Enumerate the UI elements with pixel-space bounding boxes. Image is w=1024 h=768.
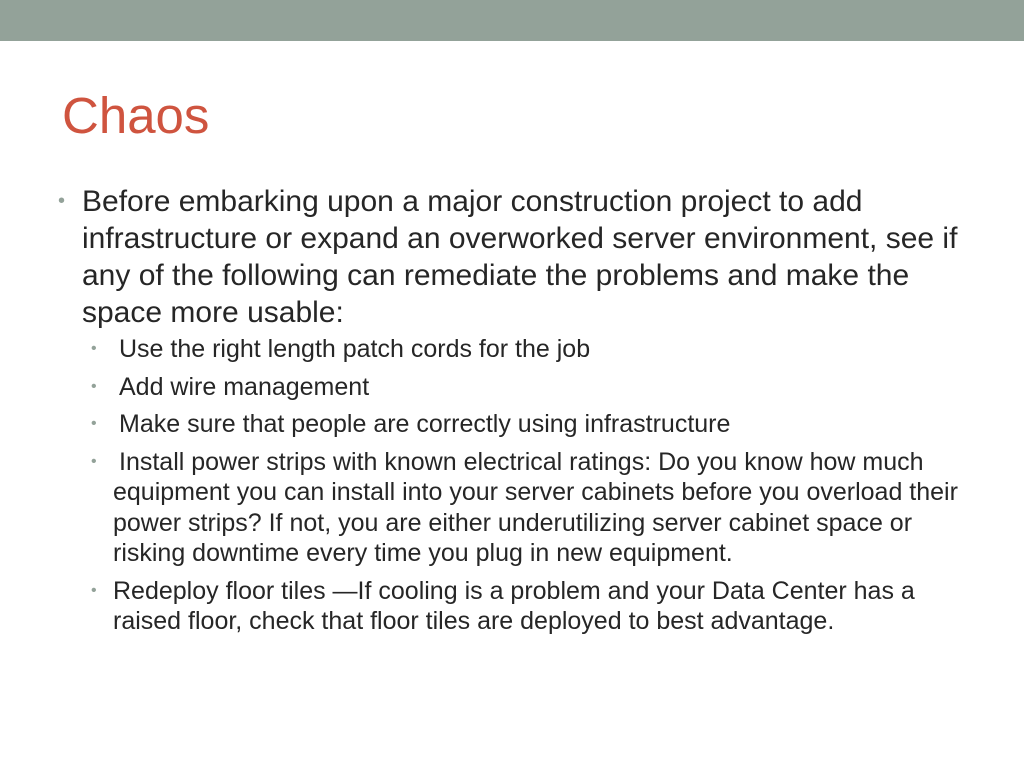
sub-bullet-item <box>91 372 968 403</box>
sub-bullet-list <box>58 334 968 637</box>
bullet-icon: • <box>91 415 97 432</box>
main-point-text: Before embarking upon a major construction project to add infrastructure or expand an overworked server environment, see if any of the following can remediate the problems and make the space more usable: <box>82 185 958 329</box>
bullet-icon: • <box>91 340 97 357</box>
sub-bullet-item <box>91 576 968 637</box>
main-bullet-point <box>58 183 968 331</box>
sub-point-text: Make sure that people are correctly using infrastructure <box>119 410 731 438</box>
bullet-icon: • <box>91 377 97 395</box>
sub-point-text: Add wire management <box>119 372 370 401</box>
sub-bullet-item <box>91 447 968 569</box>
slide-content <box>58 183 968 637</box>
bullet-icon: • <box>91 581 97 599</box>
bullet-icon: • <box>91 452 97 470</box>
sub-bullet-item <box>91 334 968 365</box>
slide-title: Chaos <box>62 87 210 144</box>
sub-point-text: Redeploy floor tiles —If cooling is a problem and your Data Center has a raised floor, check that floor tiles are deployed to best advantage. <box>113 576 915 635</box>
top-accent-band <box>0 0 1024 41</box>
sub-point-text: Use the right length patch cords for the job <box>119 335 591 363</box>
sub-bullet-item <box>91 409 968 440</box>
sub-point-text: Install power strips with known electrical ratings: Do you know how much equipment you can install into your server cabinets before you overload their power strips? If not, you are either underutilizing server cabinet space or risking downtime every time you plug in new equipment. <box>113 447 958 567</box>
bullet-icon: • <box>58 190 66 212</box>
